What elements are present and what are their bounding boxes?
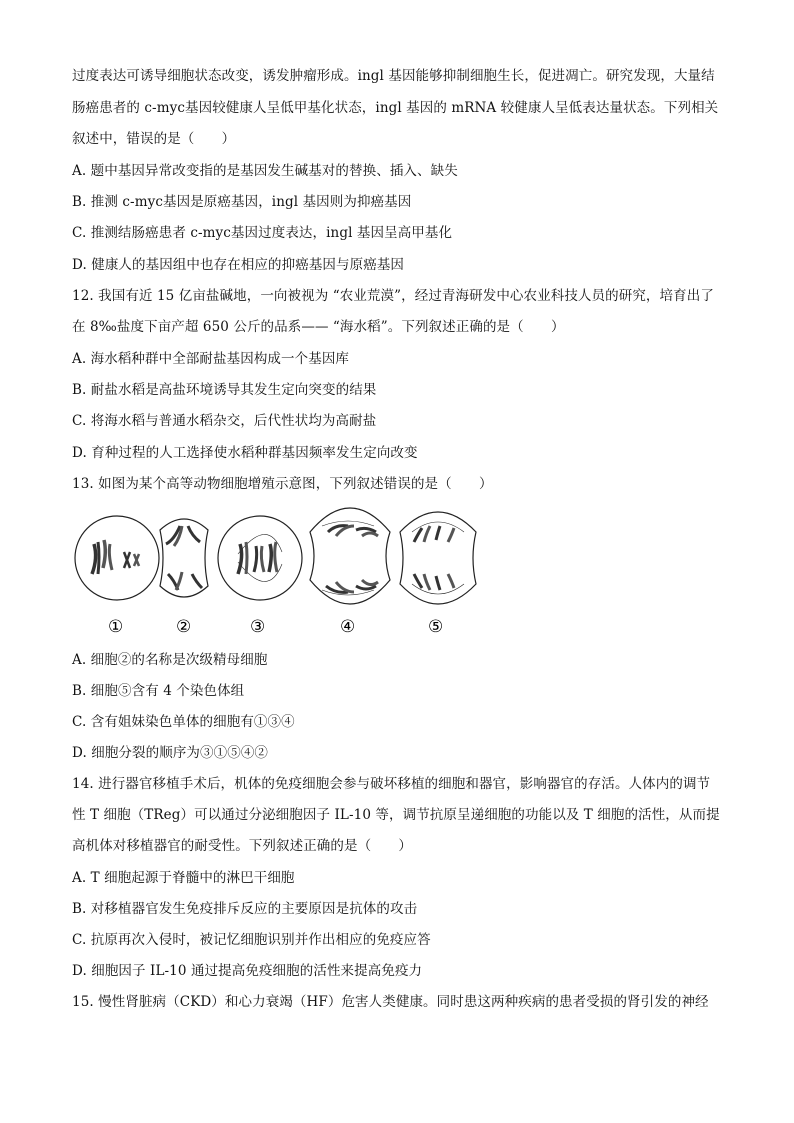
q12-stem-line-1: 12. 我国有近 15 亿亩盐碱地，一向被视为 “农业荒漠”，经过青海研发中心农业科技人员的研究，培育出了 xyxy=(72,288,714,304)
q11-stem-line-2: 肠癌患者的 c-myc基因较健康人呈低甲基化状态，ingl 基因的 mRNA 较健康人呈低表达量状态。下列相关 xyxy=(72,100,719,116)
q12-option-b: B. 耐盐水稻是高盐环境诱导其发生定向突变的结果 xyxy=(72,382,377,398)
q11-stem-line-3: 叙述中，错误的是（ ） xyxy=(72,131,236,147)
cell-2-drawing xyxy=(160,519,208,597)
q12-stem-line-2: 在 8‰盐度下亩产超 650 公斤的品系—— “海水稻”。下列叙述正确的是（ ） xyxy=(72,319,565,335)
cell-label-4: ④ xyxy=(340,617,356,637)
q12-option-c: C. 将海水稻与普通水稻杂交，后代性状均为高耐盐 xyxy=(72,413,377,429)
q13-stem: 13. 如图为某个高等动物细胞增殖示意图，下列叙述错误的是（ ） xyxy=(72,476,493,492)
q13-option-c: C. 含有姐妹染色单体的细胞有①③④ xyxy=(72,714,295,730)
q12-option-a: A. 海水稻种群中全部耐盐基因构成一个基因库 xyxy=(72,351,350,367)
cell-label-2: ② xyxy=(176,617,192,637)
q14-stem-line-1: 14. 进行器官移植手术后，机体的免疫细胞会参与破坏移植的细胞和器官，影响器官的存活。人体内的调节 xyxy=(72,776,711,792)
q15-stem-line-1: 15. 慢性肾脏病（CKD）和心力衰竭（HF）危害人类健康。同时患这两种疾病的患者受损的肾引发的神经 xyxy=(72,994,709,1010)
cell-label-5: ⑤ xyxy=(428,617,444,637)
q11-option-b: B. 推测 c-myc基因是原癌基因，ingl 基因则为抑癌基因 xyxy=(72,194,412,210)
q11-option-c: C. 推测结肠癌患者 c-myc基因过度表达，ingl 基因呈高甲基化 xyxy=(72,225,453,241)
cell-1-drawing xyxy=(75,516,159,600)
cell-5-drawing xyxy=(400,512,476,604)
q14-option-b: B. 对移植器官发生免疫排斥反应的主要原因是抗体的攻击 xyxy=(72,901,418,917)
q13-option-b: B. 细胞⑤含有 4 个染色体组 xyxy=(72,683,245,699)
q14-option-d: D. 细胞因子 IL-10 通过提高免疫细胞的活性来提高免疫力 xyxy=(72,963,423,979)
cell-label-3: ③ xyxy=(250,617,266,637)
cell-4-drawing xyxy=(310,508,390,604)
q14-option-a: A. T 细胞起源于脊髓中的淋巴干细胞 xyxy=(72,870,295,886)
q14-option-c: C. 抗原再次入侵时，被记忆细胞识别并作出相应的免疫应答 xyxy=(72,932,431,948)
q11-option-d: D. 健康人的基因组中也存在相应的抑癌基因与原癌基因 xyxy=(72,257,405,273)
q14-stem-line-3: 高机体对移植器官的耐受性。下列叙述正确的是（ ） xyxy=(72,838,412,854)
cell-3-drawing xyxy=(218,516,302,600)
cell-label-1: ① xyxy=(108,617,124,637)
q11-option-a: A. 题中基因异常改变指的是基因发生碱基对的替换、插入、缺失 xyxy=(72,163,458,179)
q11-stem-line-1: 过度表达可诱导细胞状态改变，诱发肿瘤形成。ingl 基因能够抑制细胞生长，促进凋亡。研究发现，大量结 xyxy=(72,68,715,84)
q12-option-d: D. 育种过程的人工选择使水稻种群基因频率发生定向改变 xyxy=(72,445,418,461)
q13-option-a: A. 细胞②的名称是次级精母细胞 xyxy=(72,652,268,668)
cell-division-figure xyxy=(70,502,490,642)
q14-stem-line-2: 性 T 细胞（TReg）可以通过分泌细胞因子 IL-10 等，调节抗原呈递细胞的功能以及 T 细胞的活性，从而提 xyxy=(72,807,720,823)
q13-option-d: D. 细胞分裂的顺序为③①⑤④② xyxy=(72,745,269,761)
